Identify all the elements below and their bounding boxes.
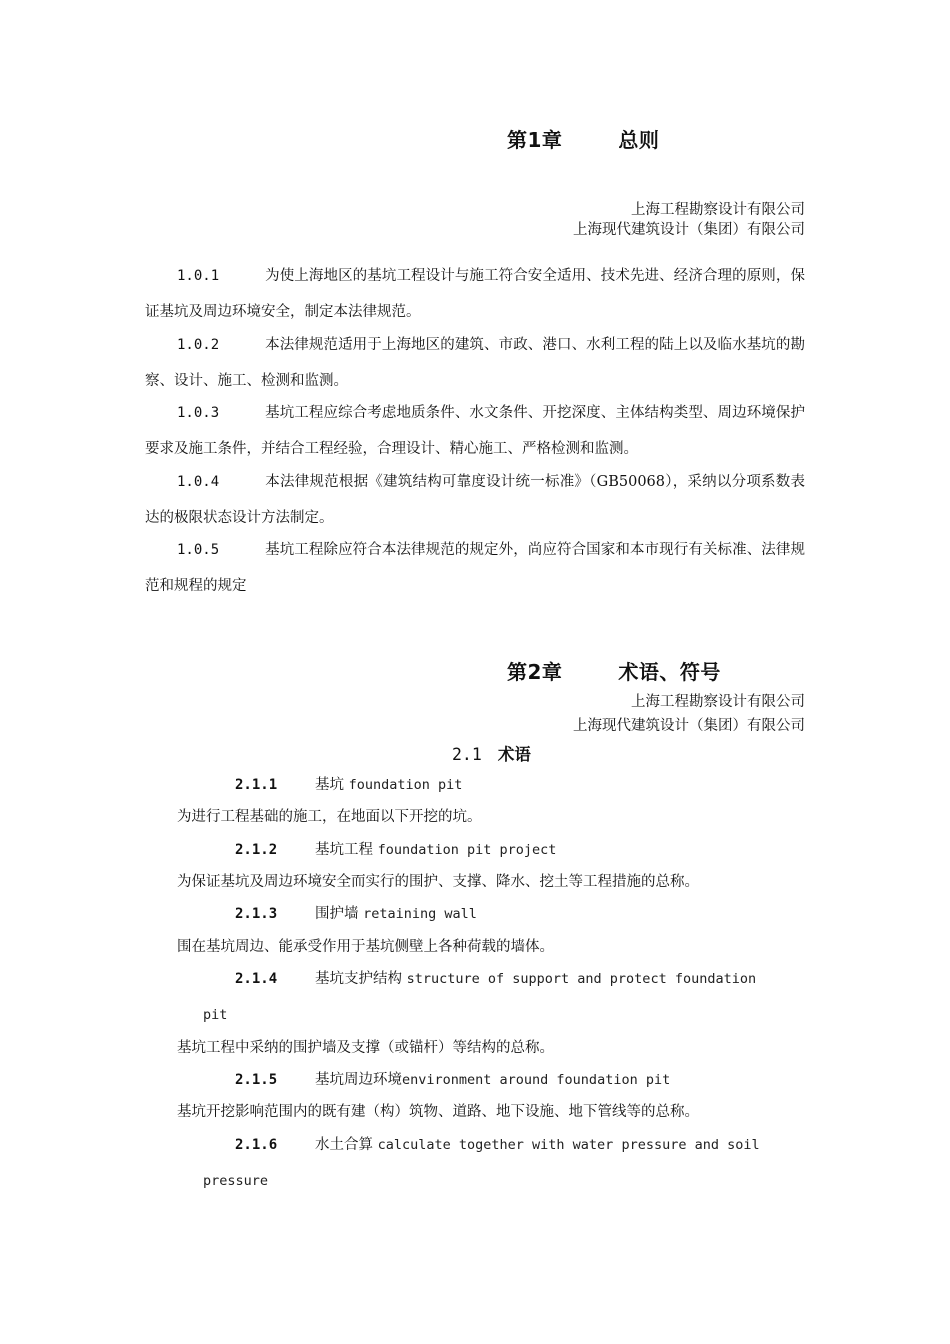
section-number: 2.1 xyxy=(452,745,482,764)
chapter1-number: 第1章 xyxy=(507,128,563,152)
term-definition: 基坑工程中采纳的围护墙及支撑（或锚杆）等结构的总称。 xyxy=(177,1040,554,1056)
term-2-1-1 xyxy=(145,767,805,803)
clause-1-0-5 xyxy=(145,532,805,604)
term-2-1-4 xyxy=(145,961,805,997)
clause-number: 1.0.3 xyxy=(177,405,220,421)
term-en-continued xyxy=(145,1163,805,1199)
term-definition: 基坑开挖影响范围内的既有建（构）筑物、道路、地下设施、地下管线等的总称。 xyxy=(177,1104,699,1120)
term-en-continued xyxy=(145,997,805,1033)
term-2-1-6 xyxy=(145,1127,805,1163)
term-en: foundation pit project xyxy=(377,842,557,858)
term-number: 2.1.5 xyxy=(235,1072,278,1088)
term-cn: 基坑周边环境 xyxy=(315,1072,402,1088)
chapter1-title: 总则 xyxy=(618,128,660,152)
chapter2-number: 第2章 xyxy=(507,660,563,684)
term-number: 2.1.4 xyxy=(235,971,278,987)
term-en: calculate together with water pressure and soil xyxy=(377,1137,760,1153)
clause-number: 1.0.1 xyxy=(177,268,220,284)
clause-number: 1.0.5 xyxy=(177,542,220,558)
chapter2-org-1: 上海工程勘察设计有限公司 xyxy=(631,694,805,710)
chapter2-heading xyxy=(507,656,721,685)
term-definition: 为保证基坑及周边环境安全而实行的围护、支撑、降水、挖土等工程措施的总称。 xyxy=(177,874,699,890)
chapter2-org-2: 上海现代建筑设计（集团）有限公司 xyxy=(573,718,805,734)
clause-text: 为使上海地区的基坑工程设计与施工符合安全适用、技术先进、经济合理的原则，保证基坑及周边环境安全，制定本法律规范。 xyxy=(145,268,805,320)
clause-1-0-4 xyxy=(145,464,805,536)
term-2-1-2 xyxy=(145,832,805,868)
chapter1-org-2: 上海现代建筑设计（集团）有限公司 xyxy=(573,222,805,238)
term-en: retaining wall xyxy=(363,906,477,922)
term-en-wrap: pit xyxy=(203,1007,228,1023)
term-number: 2.1.3 xyxy=(235,906,278,922)
term-definition: 为进行工程基础的施工，在地面以下开挖的坑。 xyxy=(177,809,482,825)
clause-1-0-3 xyxy=(145,395,805,467)
term-en: structure of support and protect foundation xyxy=(406,971,757,987)
clause-text: 本法律规范适用于上海地区的建筑、市政、港口、水利工程的陆上以及临水基坑的勘察、设计、施工、检测和监测。 xyxy=(145,337,805,389)
clause-1-0-2 xyxy=(145,327,805,399)
clause-text: 本法律规范根据《建筑结构可靠度设计统一标准》（GB50068），采纳以分项系数表达的极限状态设计方法制定。 xyxy=(145,474,805,526)
term-cn: 基坑 xyxy=(315,777,344,793)
section-heading xyxy=(452,741,531,765)
term-cn: 围护墙 xyxy=(315,906,359,922)
term-number: 2.1.2 xyxy=(235,842,278,858)
term-2-1-5 xyxy=(145,1062,805,1098)
term-cn: 水土合算 xyxy=(315,1137,373,1153)
term-en-wrap: pressure xyxy=(203,1173,269,1189)
term-number: 2.1.1 xyxy=(235,777,278,793)
section-title: 术语 xyxy=(497,745,531,764)
term-en: foundation pit xyxy=(348,777,463,793)
clause-number: 1.0.2 xyxy=(177,337,220,353)
clause-number: 1.0.4 xyxy=(177,474,220,490)
clause-1-0-1 xyxy=(145,258,805,330)
term-cn: 基坑工程 xyxy=(315,842,373,858)
term-2-1-3 xyxy=(145,896,805,932)
term-cn: 基坑支护结构 xyxy=(315,971,402,987)
term-number: 2.1.6 xyxy=(235,1137,278,1153)
clause-text: 基坑工程除应符合本法律规范的规定外，尚应符合国家和本市现行有关标准、法律规范和规程的规定 xyxy=(145,542,805,594)
term-definition: 围在基坑周边、能承受作用于基坑侧壁上各种荷载的墙体。 xyxy=(177,939,554,955)
clause-text: 基坑工程应综合考虑地质条件、水文条件、开挖深度、主体结构类型、周边环境保护要求及施工条件，并结合工程经验，合理设计、精心施工、严格检测和监测。 xyxy=(145,405,805,457)
chapter1-heading xyxy=(507,124,659,153)
term-en: environment around foundation pit xyxy=(402,1072,671,1088)
chapter1-org-1: 上海工程勘察设计有限公司 xyxy=(631,202,805,218)
chapter2-title: 术语、符号 xyxy=(618,660,721,684)
